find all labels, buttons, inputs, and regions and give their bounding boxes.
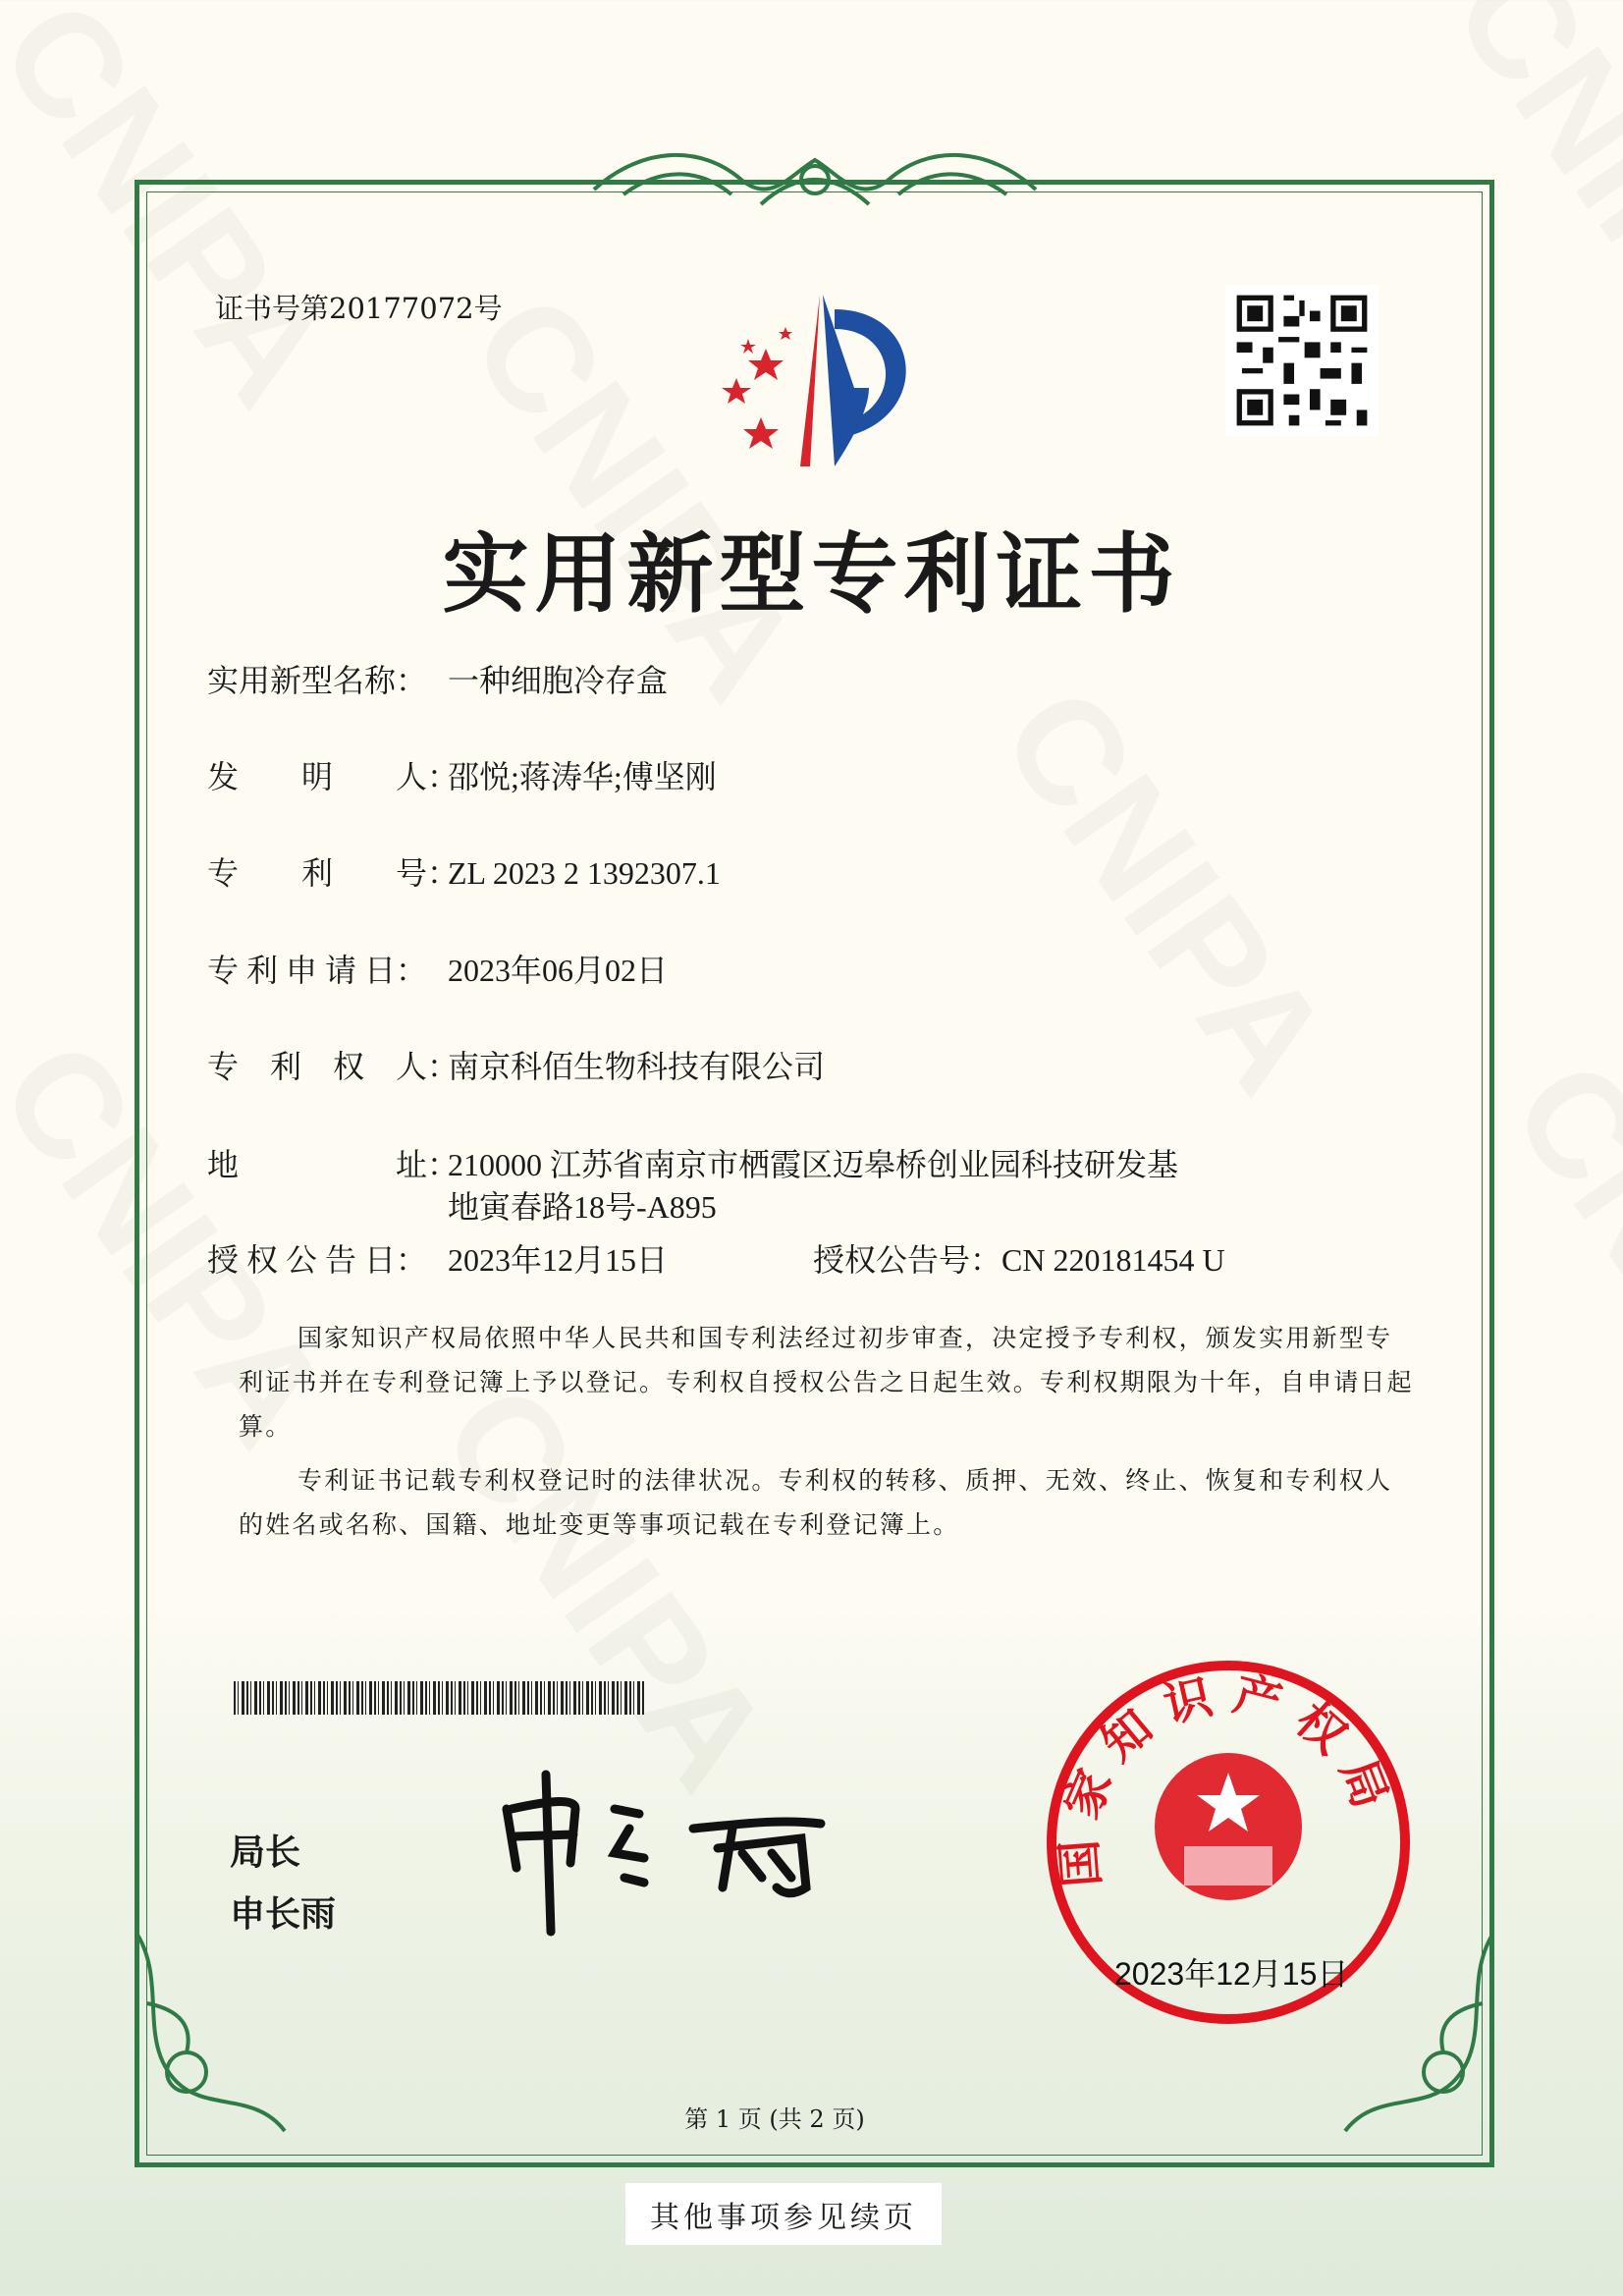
- cnipa-logo: [697, 290, 933, 476]
- statement-paragraph: 国家知识产权局依照中华人民共和国专利法经过初步审查，决定授予专利权，颁发实用新型专利证书并在专利登记簿上予以登记。专利权自授权公告之日起生效。专利权期限为十年，自申请日起算。: [239, 1324, 1414, 1441]
- field-value: 210000 江苏省南京市栖霞区迈皋桥创业园科技研发基: [448, 1147, 1179, 1182]
- watermark: [1479, 1031, 1623, 1495]
- field-label: 发 明 人：: [207, 759, 460, 794]
- field-label: 专 利 号：: [207, 855, 460, 891]
- field-grant-date: [207, 1235, 668, 1281]
- svg-text:国家知识产权局: 国家知识产权局: [1051, 1666, 1404, 1889]
- field-address-line2: 地寅春路18号-A895: [448, 1189, 717, 1225]
- field-patent-number: [207, 848, 721, 894]
- see-continuation-button[interactable]: [625, 2183, 942, 2245]
- signatory-name: 申长雨: [230, 1894, 337, 1935]
- field-application-date: [207, 946, 668, 991]
- field-label: 专 利 权 人：: [207, 1049, 460, 1084]
- field-utility-model-name: [207, 656, 668, 701]
- field-label: 专 利 申 请 日：: [207, 953, 428, 988]
- field-label: 实用新型名称：: [207, 663, 428, 698]
- field-value: 2023年06月02日: [448, 953, 669, 988]
- qr-code: [1225, 285, 1379, 436]
- barcode: [234, 1681, 644, 1715]
- field-label: 授 权 公 告 日：: [207, 1242, 428, 1278]
- field-value: CN 220181454 U: [1001, 1242, 1225, 1278]
- see-continuation-label: 其他事项参见续页: [650, 2200, 917, 2235]
- page-indicator: 第 1 页 (共 2 页): [684, 2105, 865, 2133]
- handwritten-signature: [497, 1770, 840, 1937]
- field-address: [207, 1140, 1178, 1185]
- statement-paragraph: 专利证书记载专利权登记时的法律状况。专利权的转移、质押、无效、终止、恢复和专利权人的姓名或名称、国籍、地址变更等事项记载在专利登记簿上。: [239, 1466, 1393, 1539]
- certificate-title: 实用新型专利证书: [442, 523, 1181, 625]
- field-value: ZL 2023 2 1392307.1: [448, 855, 721, 891]
- field-value: 一种细胞冷存盒: [448, 663, 669, 698]
- field-value: 邵悦;蒋涛华;傅坚刚: [448, 759, 717, 794]
- field-patentee: [207, 1042, 825, 1087]
- field-label: 地 址：: [207, 1147, 460, 1182]
- certificate-number: 证书号第20177072号: [215, 292, 503, 325]
- field-label: 授权公告号：: [813, 1242, 1002, 1278]
- seal-date: 2023年12月15日: [1114, 1956, 1349, 1992]
- statement-text: [239, 1316, 1417, 1557]
- field-inventors: [207, 752, 717, 797]
- field-value: 南京科佰生物科技有限公司: [448, 1049, 826, 1084]
- signatory-title: 局长: [230, 1832, 301, 1873]
- star-icon: [722, 327, 792, 449]
- field-value: 2023年12月15日: [448, 1242, 669, 1278]
- ornament-top: [584, 136, 1046, 224]
- field-announcement-number: [813, 1235, 1225, 1281]
